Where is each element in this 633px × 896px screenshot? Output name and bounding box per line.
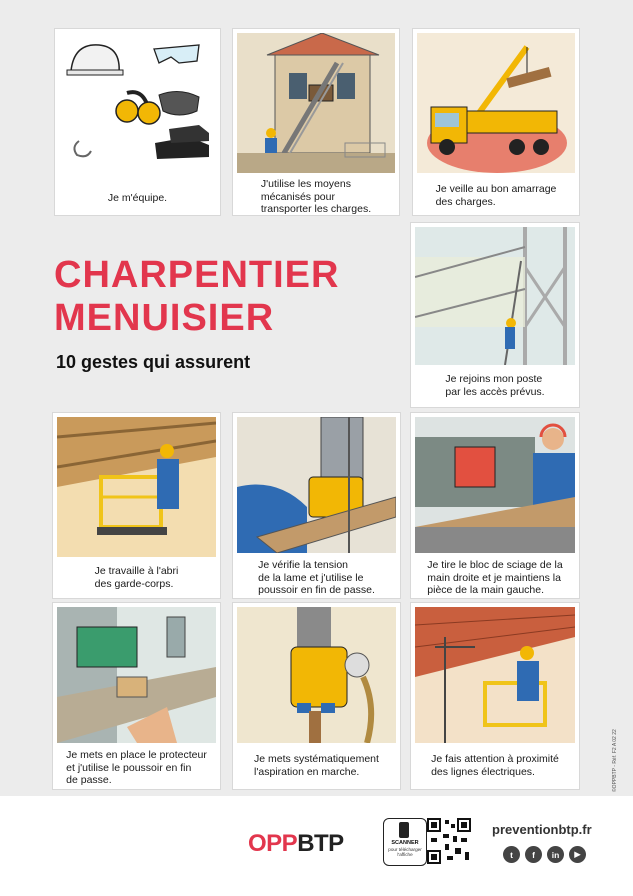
caption: J'utilise les moyens mécanisés pour transporter les charges. [260,178,372,215]
card-power-lines [411,603,579,789]
twitter-icon[interactable]: t [503,846,520,863]
illustration-blade-tension [237,417,396,553]
caption: Je mets systématiquement l'aspiration en marche. [254,753,379,778]
caption: Je travaille à l'abri des garde-corps. [94,565,179,590]
scan-text: pour télécharger l'affiche [388,847,422,857]
illustration-guardrails [57,417,216,557]
card-guardrails [53,413,220,598]
illustration-protector [57,607,216,743]
illustration-dust-extraction [237,607,396,743]
caption: Je tire le bloc de sciage de la main droite et je maintiens la pièce de la main gauche. [427,559,563,596]
card-blade-tension [233,413,400,598]
card-protector [53,603,220,789]
illustration-sawing-block [415,417,575,553]
caption: Je vérifie la tension de la lame et j'utilise le poussoir en fin de passe. [258,559,375,596]
reference-text: ©OPPBTP - Réf. F2 A 02 22 [612,729,618,792]
illustration-load-securing [417,33,575,173]
caption: Je fais attention à proximité des lignes électriques. [431,753,559,778]
phone-icon [399,822,409,838]
title-line-2: MENUISIER [54,297,275,339]
card-sawing-block [411,413,579,598]
card-load-securing [413,29,579,215]
caption: Je mets en place le protecteur et j'utilise le poussoir en fin de passe. [66,749,207,786]
youtube-icon[interactable]: ▶ [569,846,586,863]
illustration-mechanized-transport [237,33,395,173]
caption: Je rejoins mon poste par les accès prévus. [445,373,545,398]
linkedin-icon[interactable]: in [547,846,564,863]
oppbtp-logo[interactable]: OPPBTP [248,830,344,857]
card-dust-extraction [233,603,400,789]
caption: Je veille au bon amarrage des charges. [435,183,557,208]
scan-title: SCANNER [391,840,419,846]
title-line-1: CHARPENTIER [54,254,340,296]
poster-title [54,254,339,340]
website-link[interactable]: preventionbtp.fr [492,822,592,837]
social-links [503,846,586,863]
qr-code[interactable] [427,818,471,864]
card-equipment [55,29,220,215]
poster-subtitle: 10 gestes qui assurent [56,352,251,372]
illustration-equipment [59,33,216,173]
illustration-access-routes [415,227,575,365]
caption: Je m'équipe. [107,191,168,204]
scan-badge [383,818,427,866]
illustration-power-lines [415,607,575,743]
facebook-icon[interactable]: f [525,846,542,863]
card-access-routes [411,223,579,407]
card-mechanized-transport [233,29,399,215]
